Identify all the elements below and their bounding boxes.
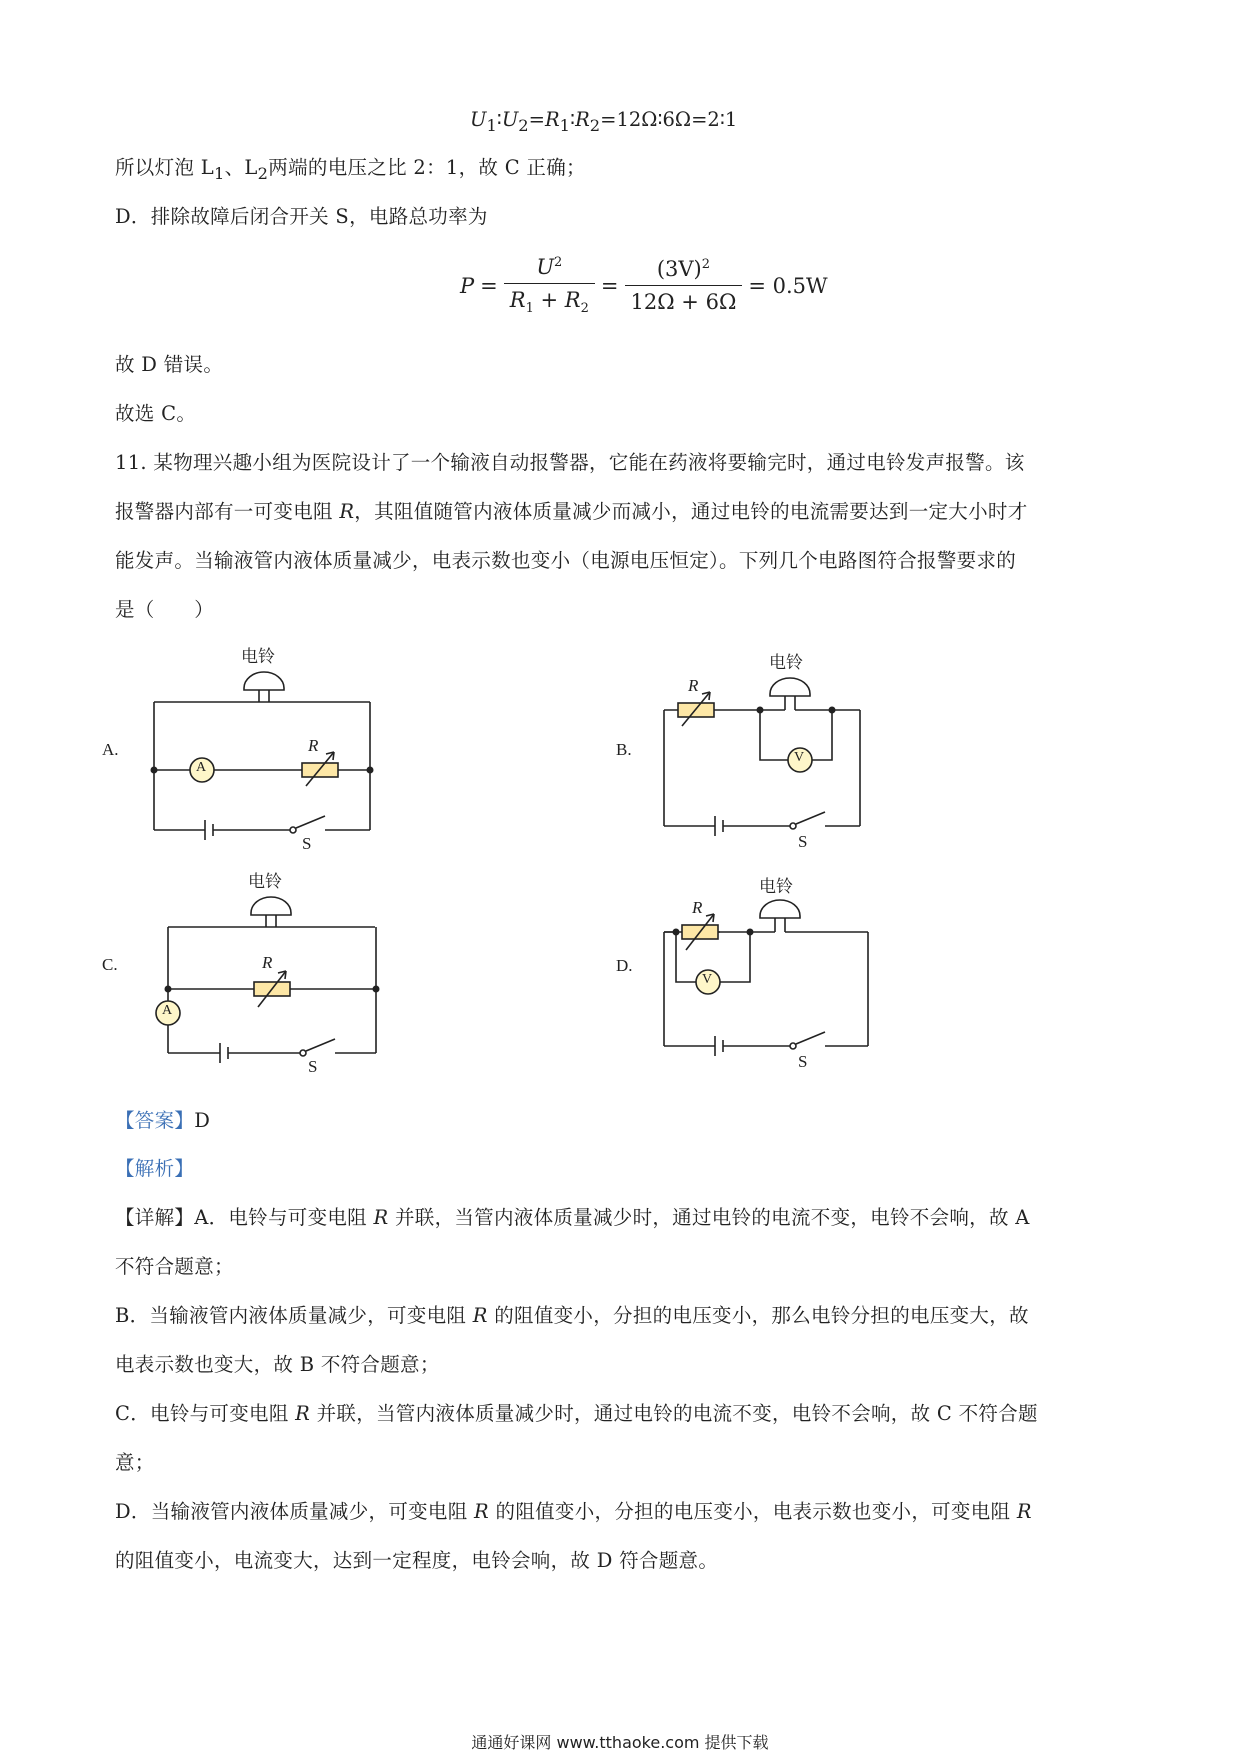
superscript: 2 bbox=[701, 257, 711, 273]
answer-value: D bbox=[194, 1109, 211, 1132]
text-line-d-wrong: 故 D 错误。 bbox=[115, 353, 224, 376]
subscript: 2 bbox=[257, 163, 269, 183]
r2-symbol: R bbox=[575, 108, 590, 131]
option-label: B. bbox=[616, 740, 632, 759]
text: 、L bbox=[224, 156, 258, 179]
text-line-choose: 故选 C。 bbox=[115, 402, 197, 425]
r-symbol: R bbox=[472, 1304, 488, 1327]
superscript: 2 bbox=[554, 255, 563, 270]
circuit-option-a bbox=[102, 640, 390, 855]
r2-subscript: 2 bbox=[589, 115, 601, 135]
text: 并联，当管内液体质量减少时，通过电铃的电流不变，电铃不会响，故 C 不符合题 bbox=[310, 1402, 1038, 1425]
switch-label: S bbox=[798, 832, 808, 851]
formula-result: = 0.5W bbox=[748, 273, 828, 298]
resistor-label: R bbox=[308, 736, 319, 755]
text: C．电铃与可变电阻 bbox=[115, 1402, 296, 1425]
text: 【详解】A．电铃与可变电阻 bbox=[115, 1206, 374, 1229]
equals-sign: = bbox=[528, 108, 545, 131]
text-line-d-power: D．排除故障后闭合开关 S，电路总功率为 bbox=[115, 205, 488, 228]
numerator-value: (3V) bbox=[656, 257, 702, 282]
circuit-a-diagram bbox=[110, 640, 390, 855]
equals-sign: = bbox=[600, 273, 619, 298]
resistor-label: R bbox=[692, 898, 703, 917]
u1-symbol: U bbox=[470, 108, 487, 131]
bell-label: 电铃 bbox=[248, 872, 282, 891]
voltage-ratio-equation bbox=[470, 108, 737, 135]
detail-c-line-2: 意； bbox=[115, 1451, 155, 1474]
power-formula bbox=[460, 255, 828, 316]
detail-b-line-1 bbox=[115, 1303, 1029, 1329]
r-symbol: R bbox=[339, 500, 355, 523]
voltmeter-label: V bbox=[702, 972, 713, 987]
analysis-tag: 【解析】 bbox=[115, 1157, 195, 1180]
answer-tag: 【答案】 bbox=[115, 1109, 195, 1132]
u2-symbol: U bbox=[501, 108, 519, 131]
ammeter-label: A bbox=[196, 760, 207, 775]
question-11-line-1: 11. 某物理兴趣小组为医院设计了一个输液自动报警器，它能在药液将要输完时，通过电铃发声报警。该 bbox=[115, 451, 1025, 474]
denominator-value: 12Ω + 6Ω bbox=[625, 285, 743, 314]
subscript: 2 bbox=[580, 301, 589, 317]
bell-label: 电铃 bbox=[759, 877, 793, 896]
switch-label: S bbox=[798, 1052, 808, 1071]
question-11-line-3: 能发声。当输液管内液体质量减少，电表示数也变小（电源电压恒定）。下列几个电路图符合报警要求的 bbox=[115, 549, 1017, 572]
detail-c-line-1 bbox=[115, 1401, 1038, 1427]
ammeter-label: A bbox=[162, 1003, 173, 1018]
text: 的阻值变小，分担的电压变小，电表示数也变小，可变电阻 bbox=[489, 1500, 1017, 1523]
circuit-option-d bbox=[616, 870, 880, 1080]
subscript: 1 bbox=[525, 301, 534, 317]
text: D．当输液管内液体质量减少，可变电阻 bbox=[115, 1500, 475, 1523]
text: ，其阻值随管内液体质量减少而减小，通过电铃的电流需要达到一定大小时才 bbox=[354, 500, 1028, 523]
bell-label: 电铃 bbox=[769, 653, 803, 672]
r-symbol: R bbox=[373, 1206, 389, 1229]
text: 两端的电压之比 2：1，故 C 正确； bbox=[268, 156, 586, 179]
resistor-label: R bbox=[262, 953, 273, 972]
ratio-colon: ∶ bbox=[570, 108, 576, 131]
circuit-b-diagram bbox=[620, 650, 870, 850]
switch-label: S bbox=[302, 834, 312, 853]
option-label: D. bbox=[616, 956, 633, 975]
r1-symbol: R bbox=[509, 288, 526, 312]
plus-sign: + bbox=[533, 288, 565, 312]
resistor-label: R bbox=[688, 676, 699, 695]
question-11-line-4: 是（ ） bbox=[115, 598, 215, 621]
circuit-c-diagram bbox=[110, 865, 390, 1080]
text: 的阻值变小，分担的电压变小，那么电铃分担的电压变大，故 bbox=[487, 1304, 1029, 1327]
r2-symbol: R bbox=[564, 288, 581, 312]
r1-symbol: R bbox=[544, 108, 560, 131]
power-symbol: P bbox=[460, 273, 475, 298]
u1-subscript: 1 bbox=[486, 115, 497, 135]
fraction-u-squared bbox=[504, 255, 595, 316]
text-line-c-correct bbox=[115, 155, 586, 187]
detail-a-line-2: 不符合题意； bbox=[115, 1255, 234, 1278]
detail-d-line-2: 的阻值变小，电流变大，达到一定程度，电铃会响，故 D 符合题意。 bbox=[115, 1549, 719, 1572]
voltmeter-label: V bbox=[794, 750, 805, 765]
text: 报警器内部有一可变电阻 bbox=[115, 500, 340, 523]
r1-subscript: 1 bbox=[559, 115, 571, 135]
option-label: C. bbox=[102, 955, 118, 974]
question-11-line-2 bbox=[115, 499, 1028, 525]
bell-label: 电铃 bbox=[241, 647, 275, 666]
text: B．当输液管内液体质量减少，可变电阻 bbox=[115, 1304, 473, 1327]
r-symbol: R bbox=[474, 1500, 490, 1523]
ratio-colon: ∶ bbox=[496, 108, 502, 131]
detail-a-line-1 bbox=[115, 1205, 1030, 1231]
subscript: 1 bbox=[213, 163, 225, 183]
detail-b-line-2: 电表示数也变大，故 B 不符合题意； bbox=[115, 1353, 440, 1376]
page-footer: 通通好课网 www.tthaoke.com 提供下载 bbox=[471, 1733, 769, 1752]
detail-d-line-1 bbox=[115, 1499, 1032, 1525]
circuit-d-diagram bbox=[620, 870, 880, 1080]
u-symbol: U bbox=[536, 255, 555, 279]
text: 并联，当管内液体质量减少时，通过电铃的电流不变，电铃不会响，故 A bbox=[388, 1206, 1030, 1229]
option-label: A. bbox=[102, 740, 119, 759]
circuit-option-c bbox=[102, 865, 390, 1080]
switch-label: S bbox=[308, 1057, 318, 1076]
r-symbol: R bbox=[1016, 1500, 1032, 1523]
r-symbol: R bbox=[295, 1402, 311, 1425]
equals-sign: = bbox=[480, 273, 498, 298]
fraction-numeric bbox=[625, 257, 743, 314]
text: 所以灯泡 L bbox=[115, 156, 214, 179]
ratio-result: =12Ω∶6Ω=2∶1 bbox=[600, 108, 738, 131]
answer-line bbox=[115, 1108, 210, 1134]
u2-subscript: 2 bbox=[518, 115, 529, 135]
circuit-option-b bbox=[616, 650, 870, 851]
